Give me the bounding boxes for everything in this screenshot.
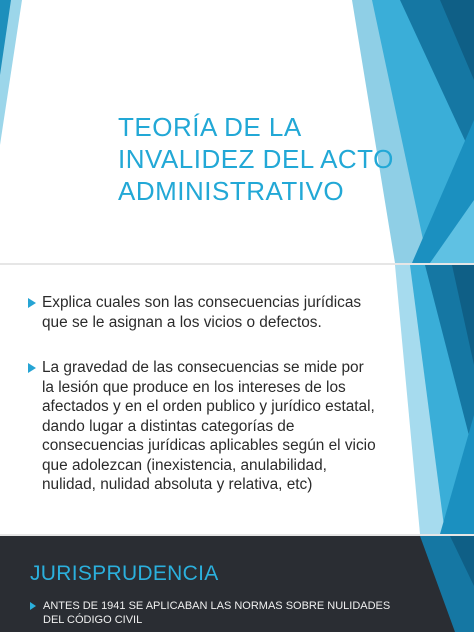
title-line-3: ADMINISTRATIVO <box>118 176 345 206</box>
bullet-text: Explica cuales son las consecuencias jurídicas que se le asignan a los vicios o defectos. <box>42 294 362 331</box>
list-item <box>28 293 378 332</box>
bullet-text: ANTES DE 1941 SE APLICABAN LAS NORMAS SOBRE NULIDADES DEL CÓDIGO CIVIL <box>43 600 391 626</box>
title-line-2: INVALIDEZ DEL ACTO <box>118 144 394 174</box>
bullet-arrow-icon <box>28 298 36 308</box>
list-item <box>28 358 378 495</box>
content-bullet-list <box>28 293 378 495</box>
jurisprudencia-heading: JURISPRUDENCIA <box>30 562 219 585</box>
title-line-1: TEORÍA DE LA <box>118 112 302 142</box>
slide-title <box>0 0 474 263</box>
list-item <box>30 599 393 627</box>
slide-title-heading <box>118 111 418 207</box>
bullet-arrow-icon <box>28 363 36 373</box>
bullet-arrow-icon <box>30 602 36 610</box>
bullet-text: La gravedad de las consecuencias se mide por la lesión que produce en los intereses de los afectados y en el orden publico y jurídico estatal, dando lugar a distintas categorías de consecuencias jurídicas aplicables según el vicio que adolezcan (inexistencia, anulabilidad, nulidad, nulidad absoluta y relativa, etc) <box>42 359 376 493</box>
